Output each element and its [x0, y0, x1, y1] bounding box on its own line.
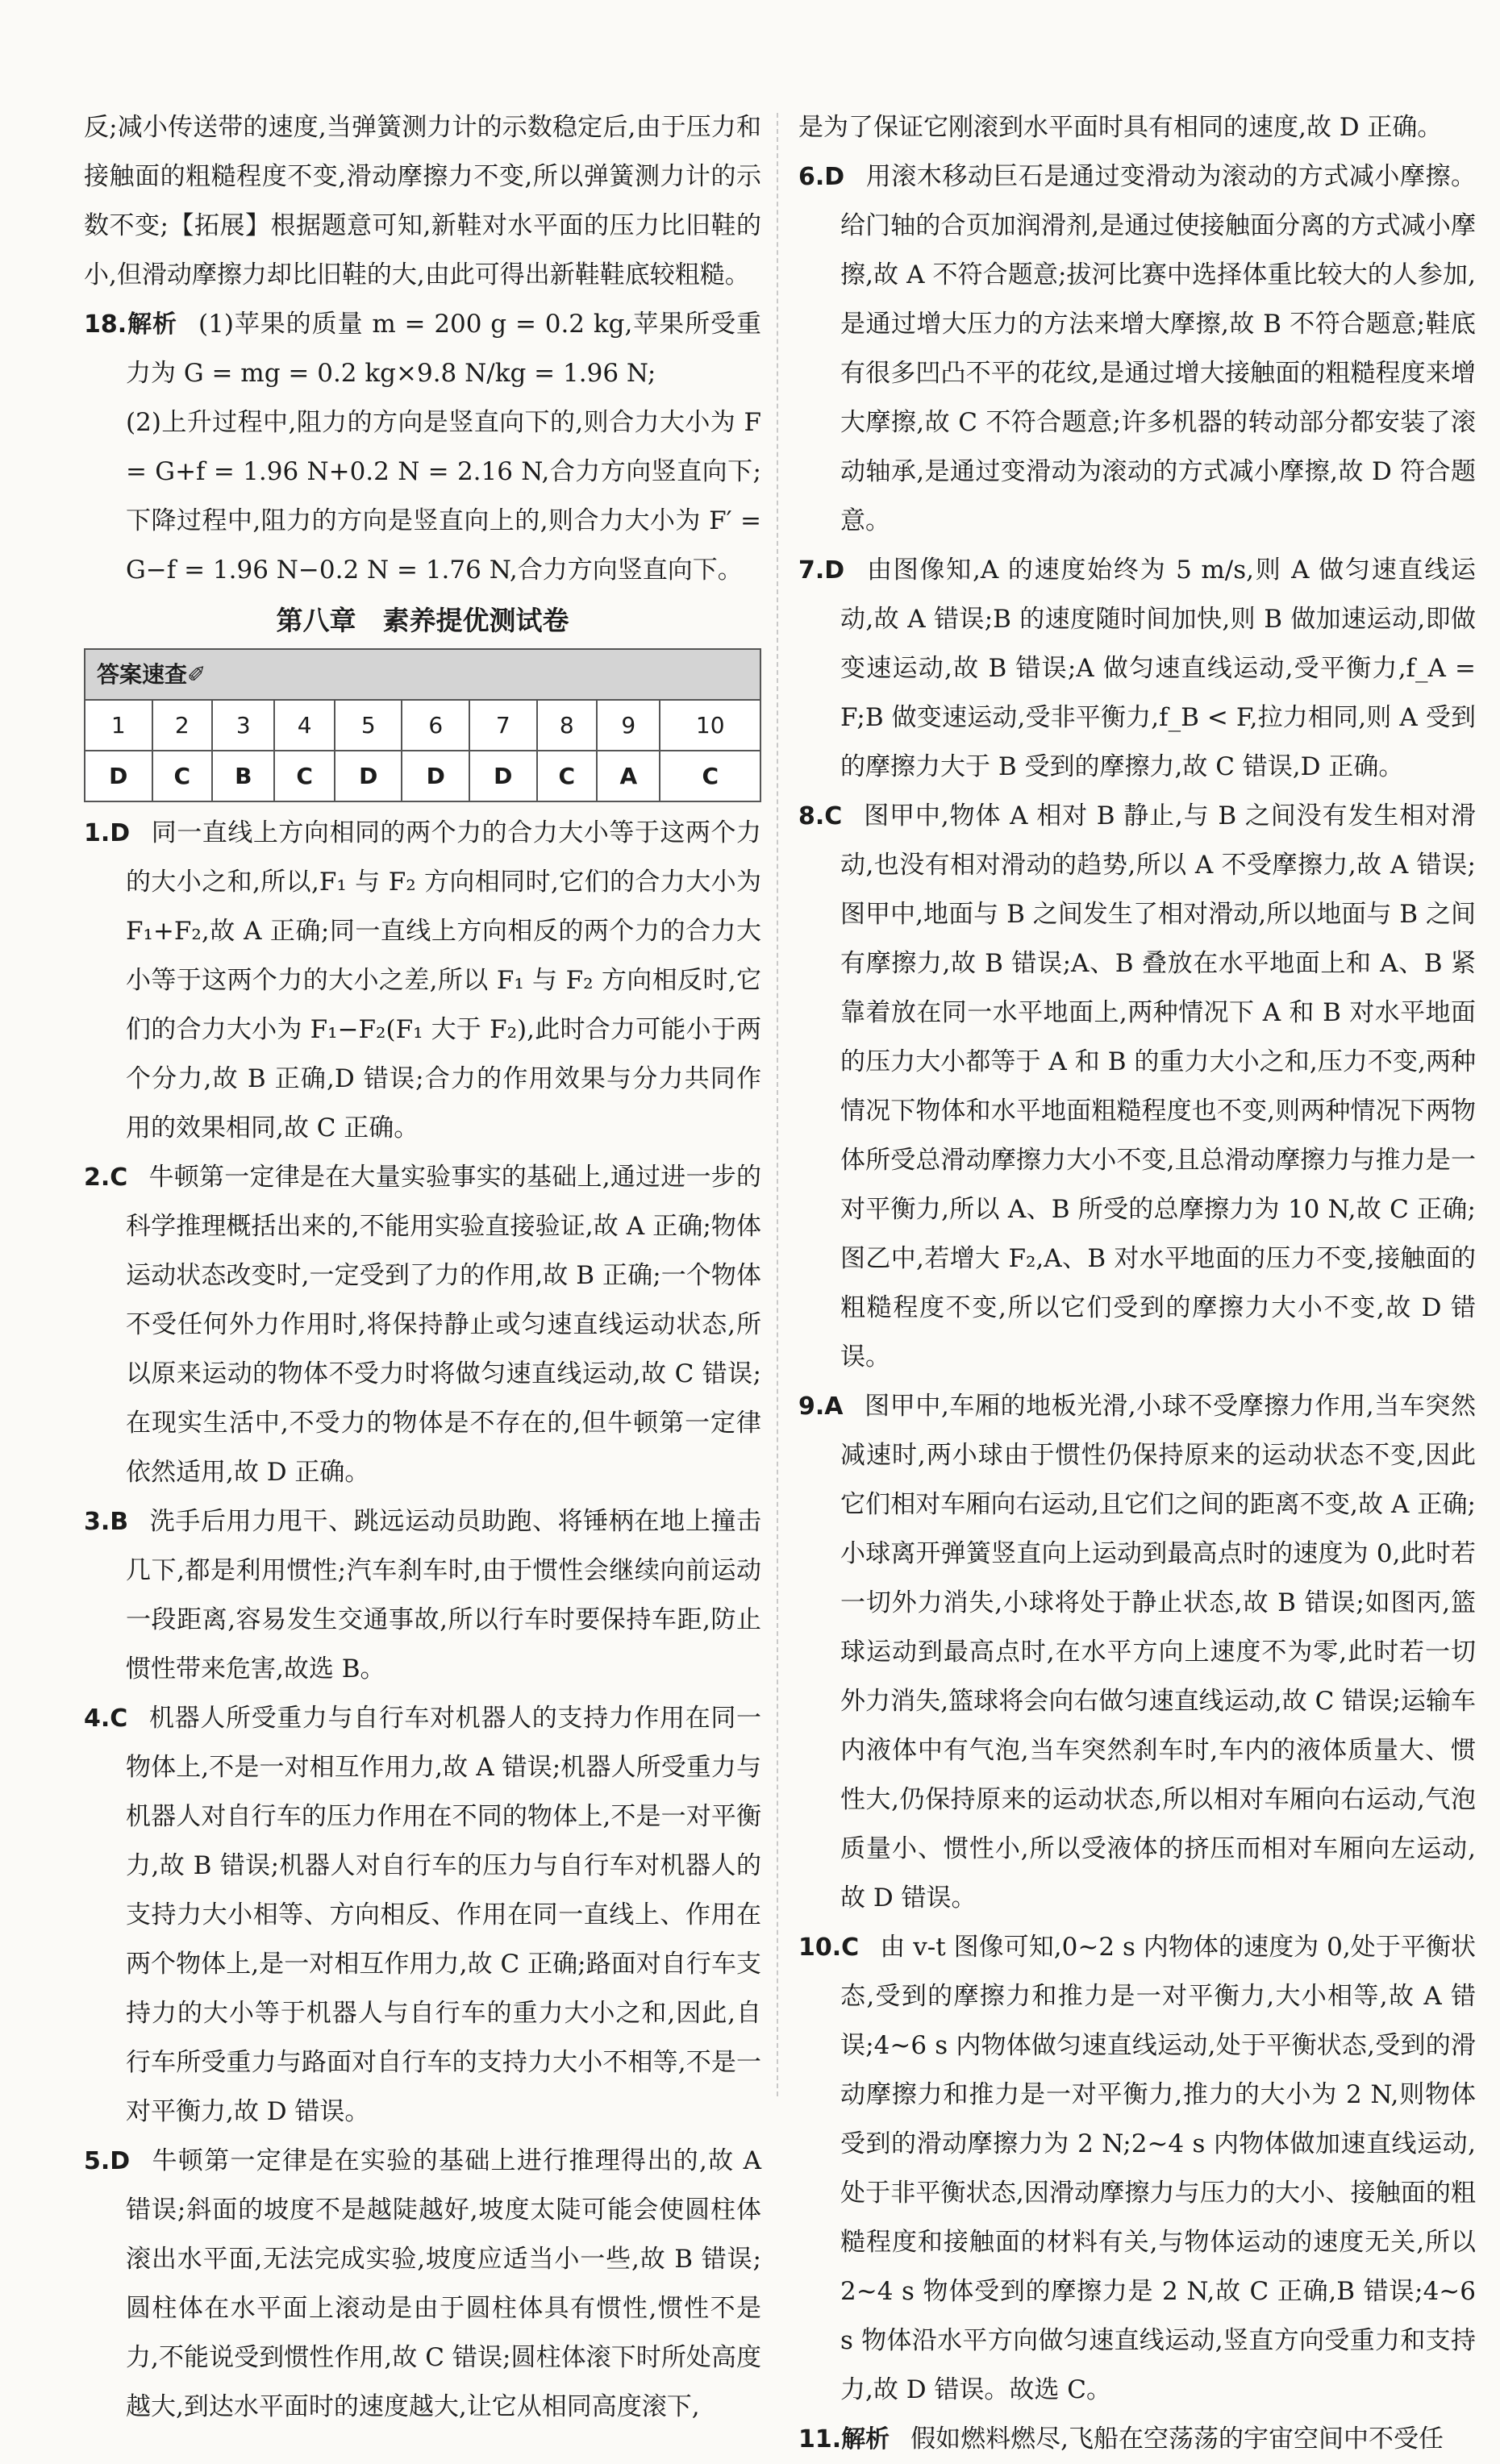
item-number: 6. — [798, 163, 825, 191]
answer-item-3 — [84, 1497, 761, 1694]
answer-number: 8 — [537, 700, 598, 751]
item-text: 图甲中,车厢的地板光滑,小球不受摩擦力作用,当车突然减速时,两小球由于惯性仍保持原来的运动状态不变,因此它们相对车厢向右运动,且它们之间的距离不变,故 A 正确;小球离开弹簧竖直向上运动到最高点时的速度为 0,此时若一切外力消失,小球将处于静止状态,故 B 错误;如图丙,篮球运动到最高点时,在水平方向上速度不为零,此时若一切外力消失,篮球将会向右做匀速直线运动,故 C 错误;运输车内液体中有气泡,当车突然刹车时,车内的液体质量大、惯性大,仍保持原来的运动状态,所以相对车厢向右运动,气泡质量小、惯性小,所以受液体的挤压而相对车厢向左运动,故 D 错误。 — [840, 1392, 1476, 1913]
item-answer: D — [110, 819, 131, 847]
answer-number: 4 — [274, 700, 335, 751]
q18-part2: (2)上升过程中,阻力的方向是竖直向下的,则合力大小为 F = G+f = 1.96 N+0.2 N = 2.16 N,合力方向竖直向下;下降过程中,阻力的方向是竖直向上的,则合力大小为 F′ = G−f = 1.96 N−0.2 N = 1.76 N,合力方向竖直向下。 — [126, 408, 761, 585]
item-keyword: 解析 — [841, 2425, 890, 2454]
column-divider — [777, 113, 778, 2096]
item-number: 4. — [84, 1704, 110, 1733]
item-number: 11. — [798, 2425, 842, 2454]
item-number: 7. — [798, 556, 825, 585]
answer-letter: C — [660, 751, 760, 801]
item-text: 由 v-t 图像可知,0~2 s 内物体的速度为 0,处于平衡状态,受到的摩擦力和推力是一对平衡力,大小相等,故 A 错误;4~6 s 内物体做匀速直线运动,处于平衡状态,受到的滑动摩擦力和推力是一对平衡力,推力的大小为 2 N,则物体受到的滑动摩擦力为 2 N;2~4 s 内物体做加速直线运动,处于非平衡状态,因滑动摩擦力与压力的大小、接触面的粗糙程度和接触面的材料有关,与物体运动的速度无关,所以 2~4 s 物体受到的摩擦力是 2 N,故 C 正确,B 错误;4~6 s 物体沿水平方向做匀速直线运动,竖直方向受重力和支持力,故 D 错误。故选 C。 — [840, 1933, 1476, 2404]
answer-number: 5 — [335, 700, 402, 751]
answer-number: 10 — [660, 700, 760, 751]
answer-item-6 — [798, 152, 1476, 546]
item-number: 5. — [84, 2147, 110, 2175]
item-text: 牛顿第一定律是在实验的基础上进行推理得出的,故 A 错误;斜面的坡度不是越陡越好,坡度太陡可能会使圆柱体滚出水平面,无法完成实验,坡度应适当小一些,故 B 错误;圆柱体在水平面上滚动是由于圆柱体具有惯性,惯性不是力,不能说受到惯性作用,故 C 错误;圆柱体滚下时所处高度越大,到达水平面时的速度越大,让它从相同高度滚下, — [126, 2146, 761, 2421]
answer-letter: B — [212, 751, 274, 801]
item-text: 假如燃料燃尽,飞船在空荡荡的宇宙空间中不受任 — [910, 2424, 1444, 2454]
item-text: 机器人所受重力与自行车对机器人的支持力作用在同一物体上,不是一对相互作用力,故 A 错误;机器人所受重力与机器人对自行车的压力作用在不同的物体上,不是一对平衡力,故 B 错误;机器人对自行车的压力与自行车对机器人的支持力大小相等、方向相反、作用在同一直线上、作用在两个物体上,是一对相互作用力,故 C 正确;路面对自行车支持力的大小等于机器人与自行车的重力大小之和,因此,自行车所受重力与路面对自行车的支持力大小不相等,不是一对平衡力,故 D 错误。 — [126, 1704, 761, 2126]
answer-letter: A — [597, 751, 660, 801]
item-text: 牛顿第一定律是在大量实验事实的基础上,通过进一步的科学推理概括出来的,不能用实验直接验证,故 A 正确;物体运动状态改变时,一定受到了力的作用,故 B 正确;一个物体不受任何外力作用时,将保持静止或匀速直线运动状态,所以原来运动的物体不受力时将做匀速直线运动,故 C 错误;在现实生活中,不受力的物体是不存在的,但牛顿第一定律依然适用,故 D 正确。 — [126, 1163, 761, 1487]
answer-number: 1 — [85, 700, 152, 751]
item-answer: A — [824, 1392, 844, 1421]
answer-item-5 — [84, 2137, 761, 2432]
answer-item-7 — [798, 546, 1476, 792]
item-answer: C — [824, 802, 843, 830]
q17-continuation: 反;减小传送带的速度,当弹簧测力计的示数稳定后,由于压力和接触面的粗糙程度不变,滑动摩擦力不变,所以弹簧测力计的示数不变;【拓展】根据题意可知,新鞋对水平面的压力比旧鞋的小,但滑动摩擦力却比旧鞋的大,由此可得出新鞋鞋底较粗糙。 — [84, 113, 761, 289]
item-answer: D — [824, 163, 845, 191]
item-answer: B — [110, 1508, 129, 1536]
q18-keyword: 解析 — [127, 310, 177, 339]
item-number: 10. — [798, 1933, 842, 1962]
item-text: 洗手后用力甩干、跳远运动员助跑、将锤柄在地上撞击几下,都是利用惯性;汽车刹车时,由于惯性会继续向前运动一段距离,容易发生交通事故,所以行车时要保持车距,防止惯性带来危害,故选 B。 — [126, 1507, 761, 1684]
q18-part1: (1)苹果的质量 m = 200 g = 0.2 kg,苹果所受重力为 G = mg = 0.2 kg×9.8 N/kg = 1.96 N; — [126, 310, 762, 388]
answer-letter: C — [537, 751, 598, 801]
item-answer: C — [841, 1933, 860, 1962]
answer-item-11 — [798, 2415, 1476, 2464]
answer-item-1 — [84, 809, 761, 1153]
q18-number: 18. — [84, 310, 127, 339]
item-text: 用滚木移动巨石是通过变滑动为滚动的方式减小摩擦。给门轴的合页加润滑剂,是通过使接触面分离的方式减小摩擦,故 A 不符合题意;拔河比赛中选择体重比较大的人参加,是通过增大压力的方法来增大摩擦,故 B 不符合题意;鞋底有很多凹凸不平的花纹,是通过增大接触面的粗糙程度来增大摩擦,故 C 不符合题意;许多机器的转动部分都安装了滚动轴承,是通过变滑动为滚动的方式减小摩擦,故 D 符合题意。 — [840, 162, 1476, 535]
left-column — [84, 103, 761, 2432]
answer-number: 3 — [212, 700, 274, 751]
answer-item-10 — [798, 1923, 1476, 2415]
item-text: 由图像知,A 的速度始终为 5 m/s,则 A 做匀速直线运动,故 A 错误;B 的速度随时间加快,则 B 做加速运动,即做变速运动,故 B 错误;A 做匀速直线运动,受平衡力,f_A = F;B 做变速运动,受非平衡力,f_B < F,拉力相同,则 A 受到的摩擦力大于 B 受到的摩擦力,故 C 错误,D 正确。 — [840, 556, 1476, 781]
item-text: 图甲中,物体 A 相对 B 静止,与 B 之间没有发生相对滑动,也没有相对滑动的趋势,所以 A 不受摩擦力,故 A 错误;图甲中,地面与 B 之间发生了相对滑动,所以地面与 B 之间有摩擦力,故 B 错误;A、B 叠放在水平地面上和 A、B 紧靠着放在同一水平地面上,两种情况下 A 和 B 对水平地面的压力大小都等于 A 和 B 的重力大小之和,压力不变,两种情况下物体和水平地面粗糙程度也不变,则两种情况下两物体所受总滑动摩擦力大小不变,且总滑动摩擦力与推力是一对平衡力,所以 A、B 所受的总摩擦力为 10 N,故 C 正确;图乙中,若增大 F₂,A、B 对水平地面的压力不变,接触面的粗糙程度不变,所以它们受到的摩擦力大小不变,故 D 错误。 — [840, 801, 1476, 1371]
answer-number: 7 — [469, 700, 537, 751]
item-number: 1. — [84, 819, 110, 847]
chapter-title: 第八章 素养提优测试卷 — [276, 605, 569, 636]
right-column — [798, 103, 1476, 2464]
answer-item-2 — [84, 1153, 761, 1497]
item-text: 同一直线上方向相同的两个力的合力大小等于这两个力的大小之和,所以,F₁ 与 F₂ 方向相同时,它们的合力大小为 F₁+F₂,故 A 正确;同一直线上方向相反的两个力的合力大小等于这两个力的大小之差,所以 F₁ 与 F₂ 方向相反时,它们的合力大小为 F₁−F₂(F₁ 大于 F₂),此时合力可能小于两个分力,故 B 正确,D 错误;合力的作用效果与分力共同作用的效果相同,故 C 正确。 — [126, 818, 761, 1143]
item-number: 2. — [84, 1163, 110, 1192]
answer-number: 2 — [152, 700, 213, 751]
answer-letter: C — [274, 751, 335, 801]
answer-table-header: 答案速查✐ — [85, 649, 760, 700]
answer-table — [84, 648, 761, 802]
answer-item-9 — [798, 1382, 1476, 1923]
item-number: 3. — [84, 1508, 110, 1536]
answer-letter: D — [469, 751, 537, 801]
answer-number: 6 — [402, 700, 469, 751]
answer-item-8 — [798, 792, 1476, 1382]
item-answer: D — [824, 556, 845, 585]
answer-letter: C — [152, 751, 213, 801]
answer-letter: D — [402, 751, 469, 801]
answer-letter: D — [335, 751, 402, 801]
q18-solution — [84, 300, 761, 595]
item-answer: C — [110, 1704, 128, 1733]
item-number: 8. — [798, 802, 825, 830]
q5-continuation: 是为了保证它刚滚到水平面时具有相同的速度,故 D 正确。 — [798, 113, 1443, 142]
answer-item-4 — [84, 1694, 761, 2137]
item-number: 9. — [798, 1392, 825, 1421]
item-answer: D — [110, 2147, 131, 2175]
answer-letter: D — [85, 751, 152, 801]
answer-number: 9 — [597, 700, 660, 751]
item-answer: C — [110, 1163, 128, 1192]
